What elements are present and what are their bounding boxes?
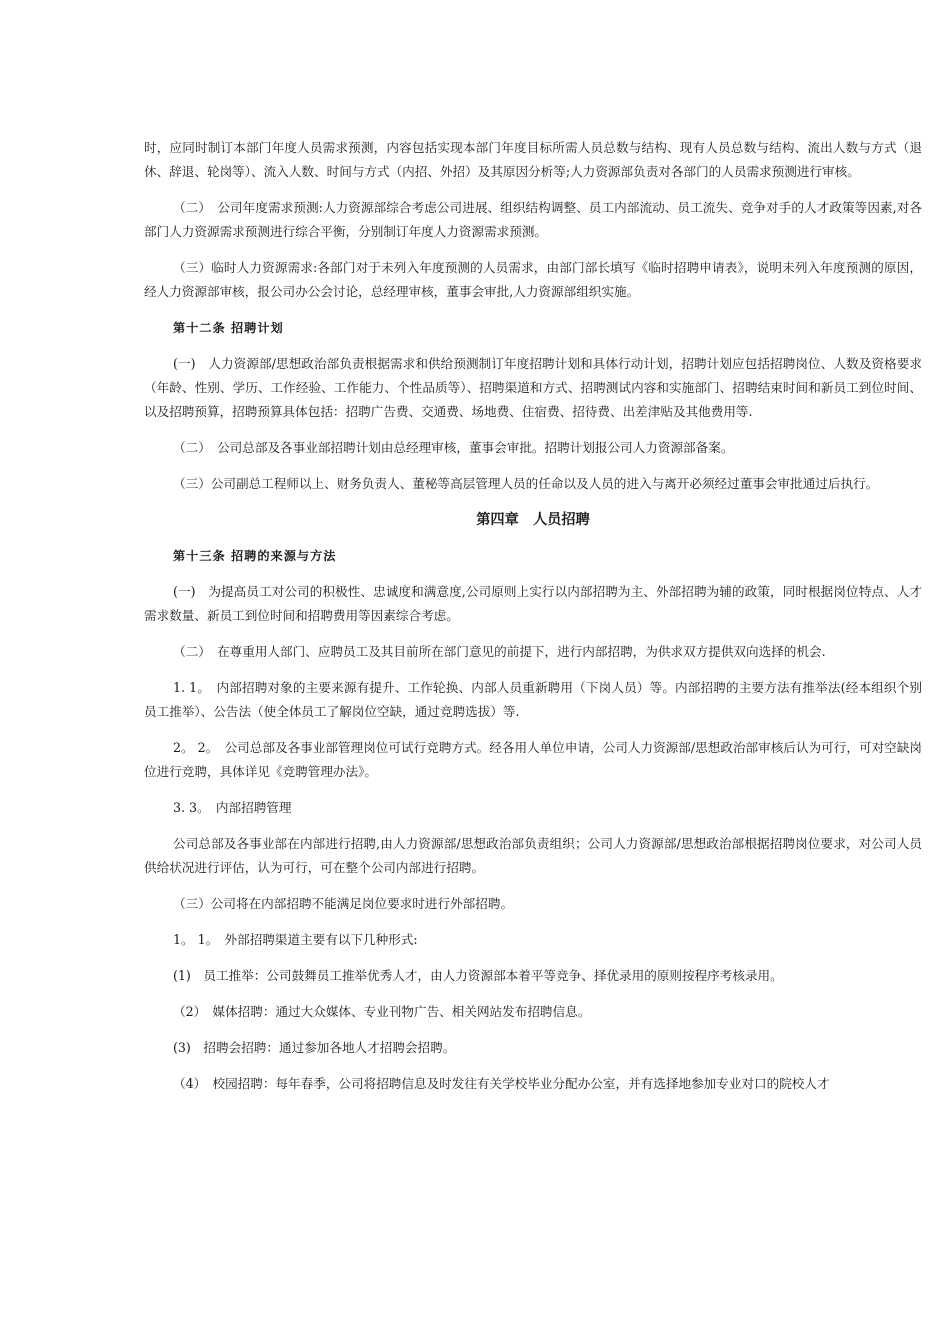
paragraph-16: （2） 媒体招聘：通过大众媒体、专业刊物广告、相关网站发布招聘信息。 xyxy=(173,1004,591,1019)
paragraph-17: (3) 招聘会招聘：通过参加各地人才招聘会招聘。 xyxy=(173,1040,456,1055)
chapter-4-heading: 第四章 人员招聘 xyxy=(476,512,590,528)
paragraph-9: 1. 1。 内部招聘对象的主要来源有提升、工作轮换、内部人员重新聘用（下岗人员）等。内部招聘的主要方法有推举法(经本组织个别员工推举）、公告法（使全体员工了解岗位空缺，通过竞聘选拔）等. xyxy=(144,680,922,719)
paragraph-3: （三）临时人力资源需求:各部门对于未列入年度预测的人员需求，由部门部长填写《临时招聘申请表》，说明未列入年度预测的原因，经人力资源部审核，报公司办公会讨论，总经理审核，董事会审批,人力资源部组织实施。 xyxy=(144,260,922,299)
paragraph-10: 2。 2。 公司总部及各事业部管理岗位可试行竞聘方式。经各用人单位申请，公司人力资源部/思想政治部审核后认为可行，可对空缺岗位进行竞聘，具体详见《竞聘管理办法》。 xyxy=(144,740,922,779)
paragraph-14: 1。 1。 外部招聘渠道主要有以下几种形式: xyxy=(173,932,418,947)
paragraph-7: (一) 为提高员工对公司的积极性、忠诚度和满意度,公司原则上实行以内部招聘为主、外部招聘为辅的政策，同时根据岗位特点、人才需求数量、新员工到位时间和招聘费用等因素综合考虑。 xyxy=(144,584,922,623)
paragraph-12: 公司总部及各事业部在内部进行招聘,由人力资源部/思想政治部负责组织；公司人力资源部/思想政治部根据招聘岗位要求，对公司人员供给状况进行评估，认为可行，可在整个公司内部进行招聘。 xyxy=(144,836,922,875)
paragraph-5: （二） 公司总部及各事业部招聘计划由总经理审核，董事会审批。招聘计划报公司人力资源部备案。 xyxy=(173,440,734,455)
paragraph-13: （三）公司将在内部招聘不能满足岗位要求时进行外部招聘。 xyxy=(173,896,514,911)
article-12-heading: 第十二条 招聘计划 xyxy=(173,321,284,335)
paragraph-15: (1) 员工推举：公司鼓舞员工推举优秀人才，由人力资源部本着平等竞争、择优录用的原则按程序考核录用。 xyxy=(173,968,783,983)
paragraph-1: 时，应同时制订本部门年度人员需求预测，内容包括实现本部门年度目标所需人员总数与结构、现有人员总数与结构、流出人数与方式（退休、辞退、轮岗等）、流入人数、时间与方式（内招、外招）及其原因分析等;人力资源部负责对各部门的人员需求预测进行审核。 xyxy=(144,140,922,179)
paragraph-6: （三）公司副总工程师以上、财务负责人、董秘等高层管理人员的任命以及人员的进入与离开必须经过董事会审批通过后执行。 xyxy=(173,476,879,491)
paragraph-8: （二） 在尊重用人部门、应聘员工及其目前所在部门意见的前提下，进行内部招聘，为供求双方提供双向选择的机会. xyxy=(173,644,826,659)
document-page xyxy=(144,136,922,1108)
paragraph-11: 3. 3。 内部招聘管理 xyxy=(173,800,292,815)
paragraph-4: (一) 人力资源部/思想政治部负责根据需求和供给预测制订年度招聘计划和具体行动计划，招聘计划应包括招聘岗位、人数及资格要求（年龄、性别、学历、工作经验、工作能力、个性品质等）、招聘渠道和方式、招聘测试内容和实施部门、招聘结束时间和新员工到位时间、以及招聘预算，招聘预算具体包括：招聘广告费、交通费、场地费、住宿费、招待费、出差津贴及其他费用等. xyxy=(144,356,922,419)
paragraph-18: （4） 校园招聘：每年春季，公司将招聘信息及时发往有关学校毕业分配办公室，并有选择地参加专业对口的院校人才 xyxy=(173,1076,830,1091)
paragraph-2: （二） 公司年度需求预测:人力资源部综合考虑公司进展、组织结构调整、员工内部流动、员工流失、竞争对手的人才政策等因素,对各部门人力资源需求预测进行综合平衡，分别制订年度人力资源需求预测。 xyxy=(144,200,922,239)
article-13-heading: 第十三条 招聘的来源与方法 xyxy=(173,549,337,563)
